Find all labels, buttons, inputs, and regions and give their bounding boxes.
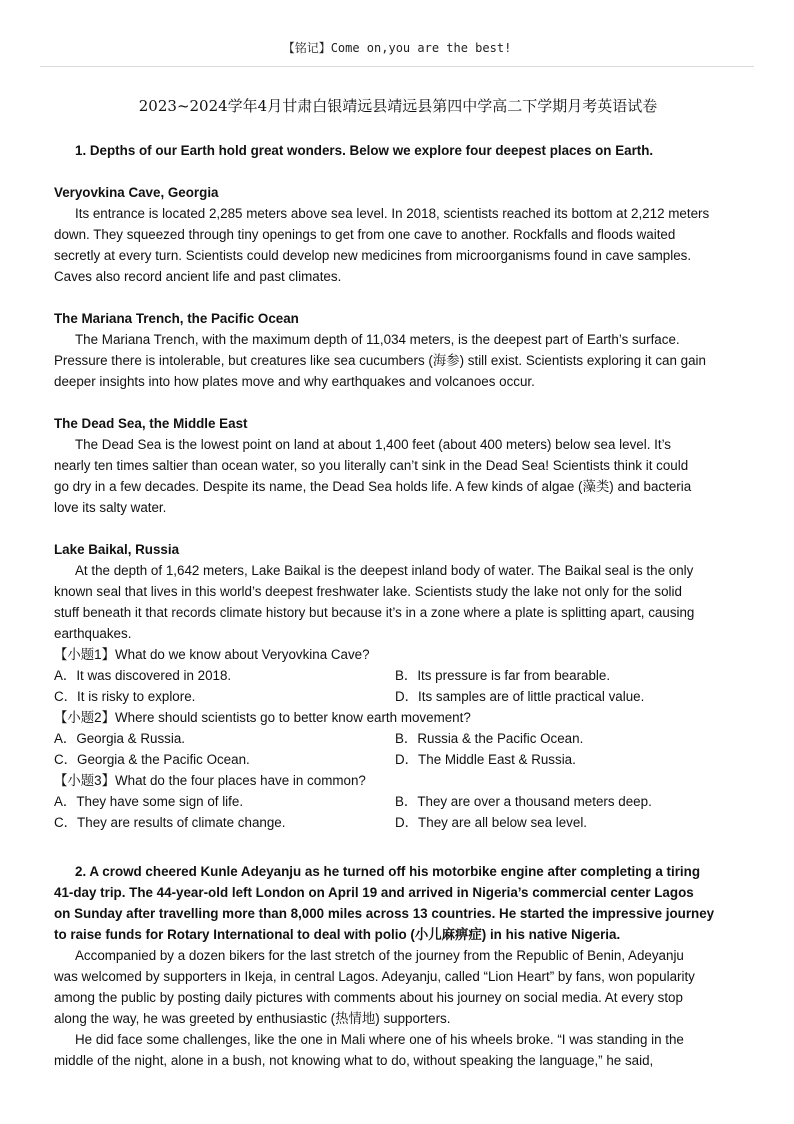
passage2-intro-line: to raise funds for Rotary International to deal with polio (小儿麻痹症) in his native Nigeria. [54,927,621,942]
section-heading: The Dead Sea, the Middle East [54,416,248,431]
paragraph-line: was welcomed by supporters in Ikeja, in central Lagos. Adeyanju, called “Lion Heart” by fans, won popularity [54,969,695,984]
section-heading: Veryovkina Cave, Georgia [54,185,219,200]
option-c: C．It is risky to explore. [54,689,196,704]
paragraph-line: Its entrance is located 2,285 meters above sea level. In 2018, scientists reached its bottom at 2,212 meters [75,206,710,221]
option-a: A．Georgia & Russia. [54,731,185,746]
passage2-intro-line: 41-day trip. The 44-year-old left London on April 19 and arrived in Nigeria’s commercial center Lagos [54,885,694,900]
paragraph-line: The Dead Sea is the lowest point on land at about 1,400 feet (about 400 meters) below sea level. It’s [75,437,672,452]
paragraph-line: stuff beneath it that records climate history but because it’s in a zone where a plate is splitting apart, causing [54,605,695,620]
passage1-intro: 1. Depths of our Earth hold great wonders. Below we explore four deepest places on Earth. [75,143,654,158]
passage2-intro-line: 2. A crowd cheered Kunle Adeyanju as he turned off his motorbike engine after completing a tiring [75,864,700,879]
question-stem: 【小题3】What do the four places have in common? [54,773,366,788]
question-stem: 【小题2】Where should scientists go to better know earth movement? [54,710,471,725]
section-heading: Lake Baikal, Russia [54,542,180,557]
paragraph-line: deeper insights into how plates move and why earthquakes and volcanoes occur. [54,374,535,389]
option-a: A．They have some sign of life. [54,794,244,809]
paragraph-line: go dry in a few decades. Despite its name, the Dead Sea holds life. A few kinds of algae (藻类) and bacteria [54,479,692,494]
paragraph-line: love its salty water. [54,500,167,515]
paragraph-line: among the public by posting daily pictures with comments about his journey on social media. At every stop [54,990,683,1005]
paragraph-line: Pressure there is intolerable, but creatures like sea cucumbers (海参) still exist. Scientists exploring it can gain [54,353,706,368]
paragraph-line: secretly at every turn. Scientists could develop new medicines from microorganisms found in cave samples. [54,248,692,263]
paragraph-line: middle of the night, alone in a bush, not knowing what to do, without speaking the language,” he said, [54,1053,654,1068]
paragraph-line: down. They squeezed through tiny openings to get from one cave to another. Rockfalls and floods waited [54,227,676,242]
paragraph-line: At the depth of 1,642 meters, Lake Baikal is the deepest inland body of water. The Baikal seal is the only [75,563,694,578]
section-heading: The Mariana Trench, the Pacific Ocean [54,311,299,326]
option-d: D．They are all below sea level. [395,815,588,830]
option-d: D．The Middle East & Russia. [395,752,576,767]
paragraph-line: The Mariana Trench, with the maximum depth of 11,034 meters, is the deepest part of Earth’s surface. [75,332,680,347]
exam-title: 2023~2024学年4月甘肃白银靖远县靖远县第四中学高二下学期月考英语试卷 [138,97,658,115]
option-b: B．They are over a thousand meters deep. [395,794,652,809]
paragraph-line: Caves also record ancient life and past climates. [54,269,342,284]
paragraph-line: earthquakes. [54,626,132,641]
paragraph-line: known seal that lives in this world’s deepest freshwater lake. Scientists study the lake not only for the solid [54,584,682,599]
header-motto: 【铭记】Come on,you are the best! [282,41,512,55]
question-stem: 【小题1】What do we know about Veryovkina Cave? [54,647,370,662]
page-header [40,38,754,67]
option-d: D．Its samples are of little practical value. [395,689,645,704]
paragraph-line: He did face some challenges, like the one in Mali where one of his wheels broke. “I was standing in the [75,1032,684,1047]
option-b: B．Its pressure is far from bearable. [395,668,611,683]
paragraph-line: Accompanied by a dozen bikers for the last stretch of the journey from the Republic of Benin, Adeyanju [75,948,684,963]
paragraph-line: nearly ten times saltier than ocean water, so you literally can’t sink in the Dead Sea! Scientists think it could [54,458,689,473]
paragraph-line: along the way, he was greeted by enthusiastic (热情地) supporters. [54,1011,451,1026]
option-b: B．Russia & the Pacific Ocean. [395,731,584,746]
option-c: C．They are results of climate change. [54,815,286,830]
option-a: A．It was discovered in 2018. [54,668,232,683]
option-c: C．Georgia & the Pacific Ocean. [54,752,250,767]
passage2-intro-line: on Sunday after travelling more than 8,000 miles across 13 countries. He started the impressive journey [54,906,715,921]
